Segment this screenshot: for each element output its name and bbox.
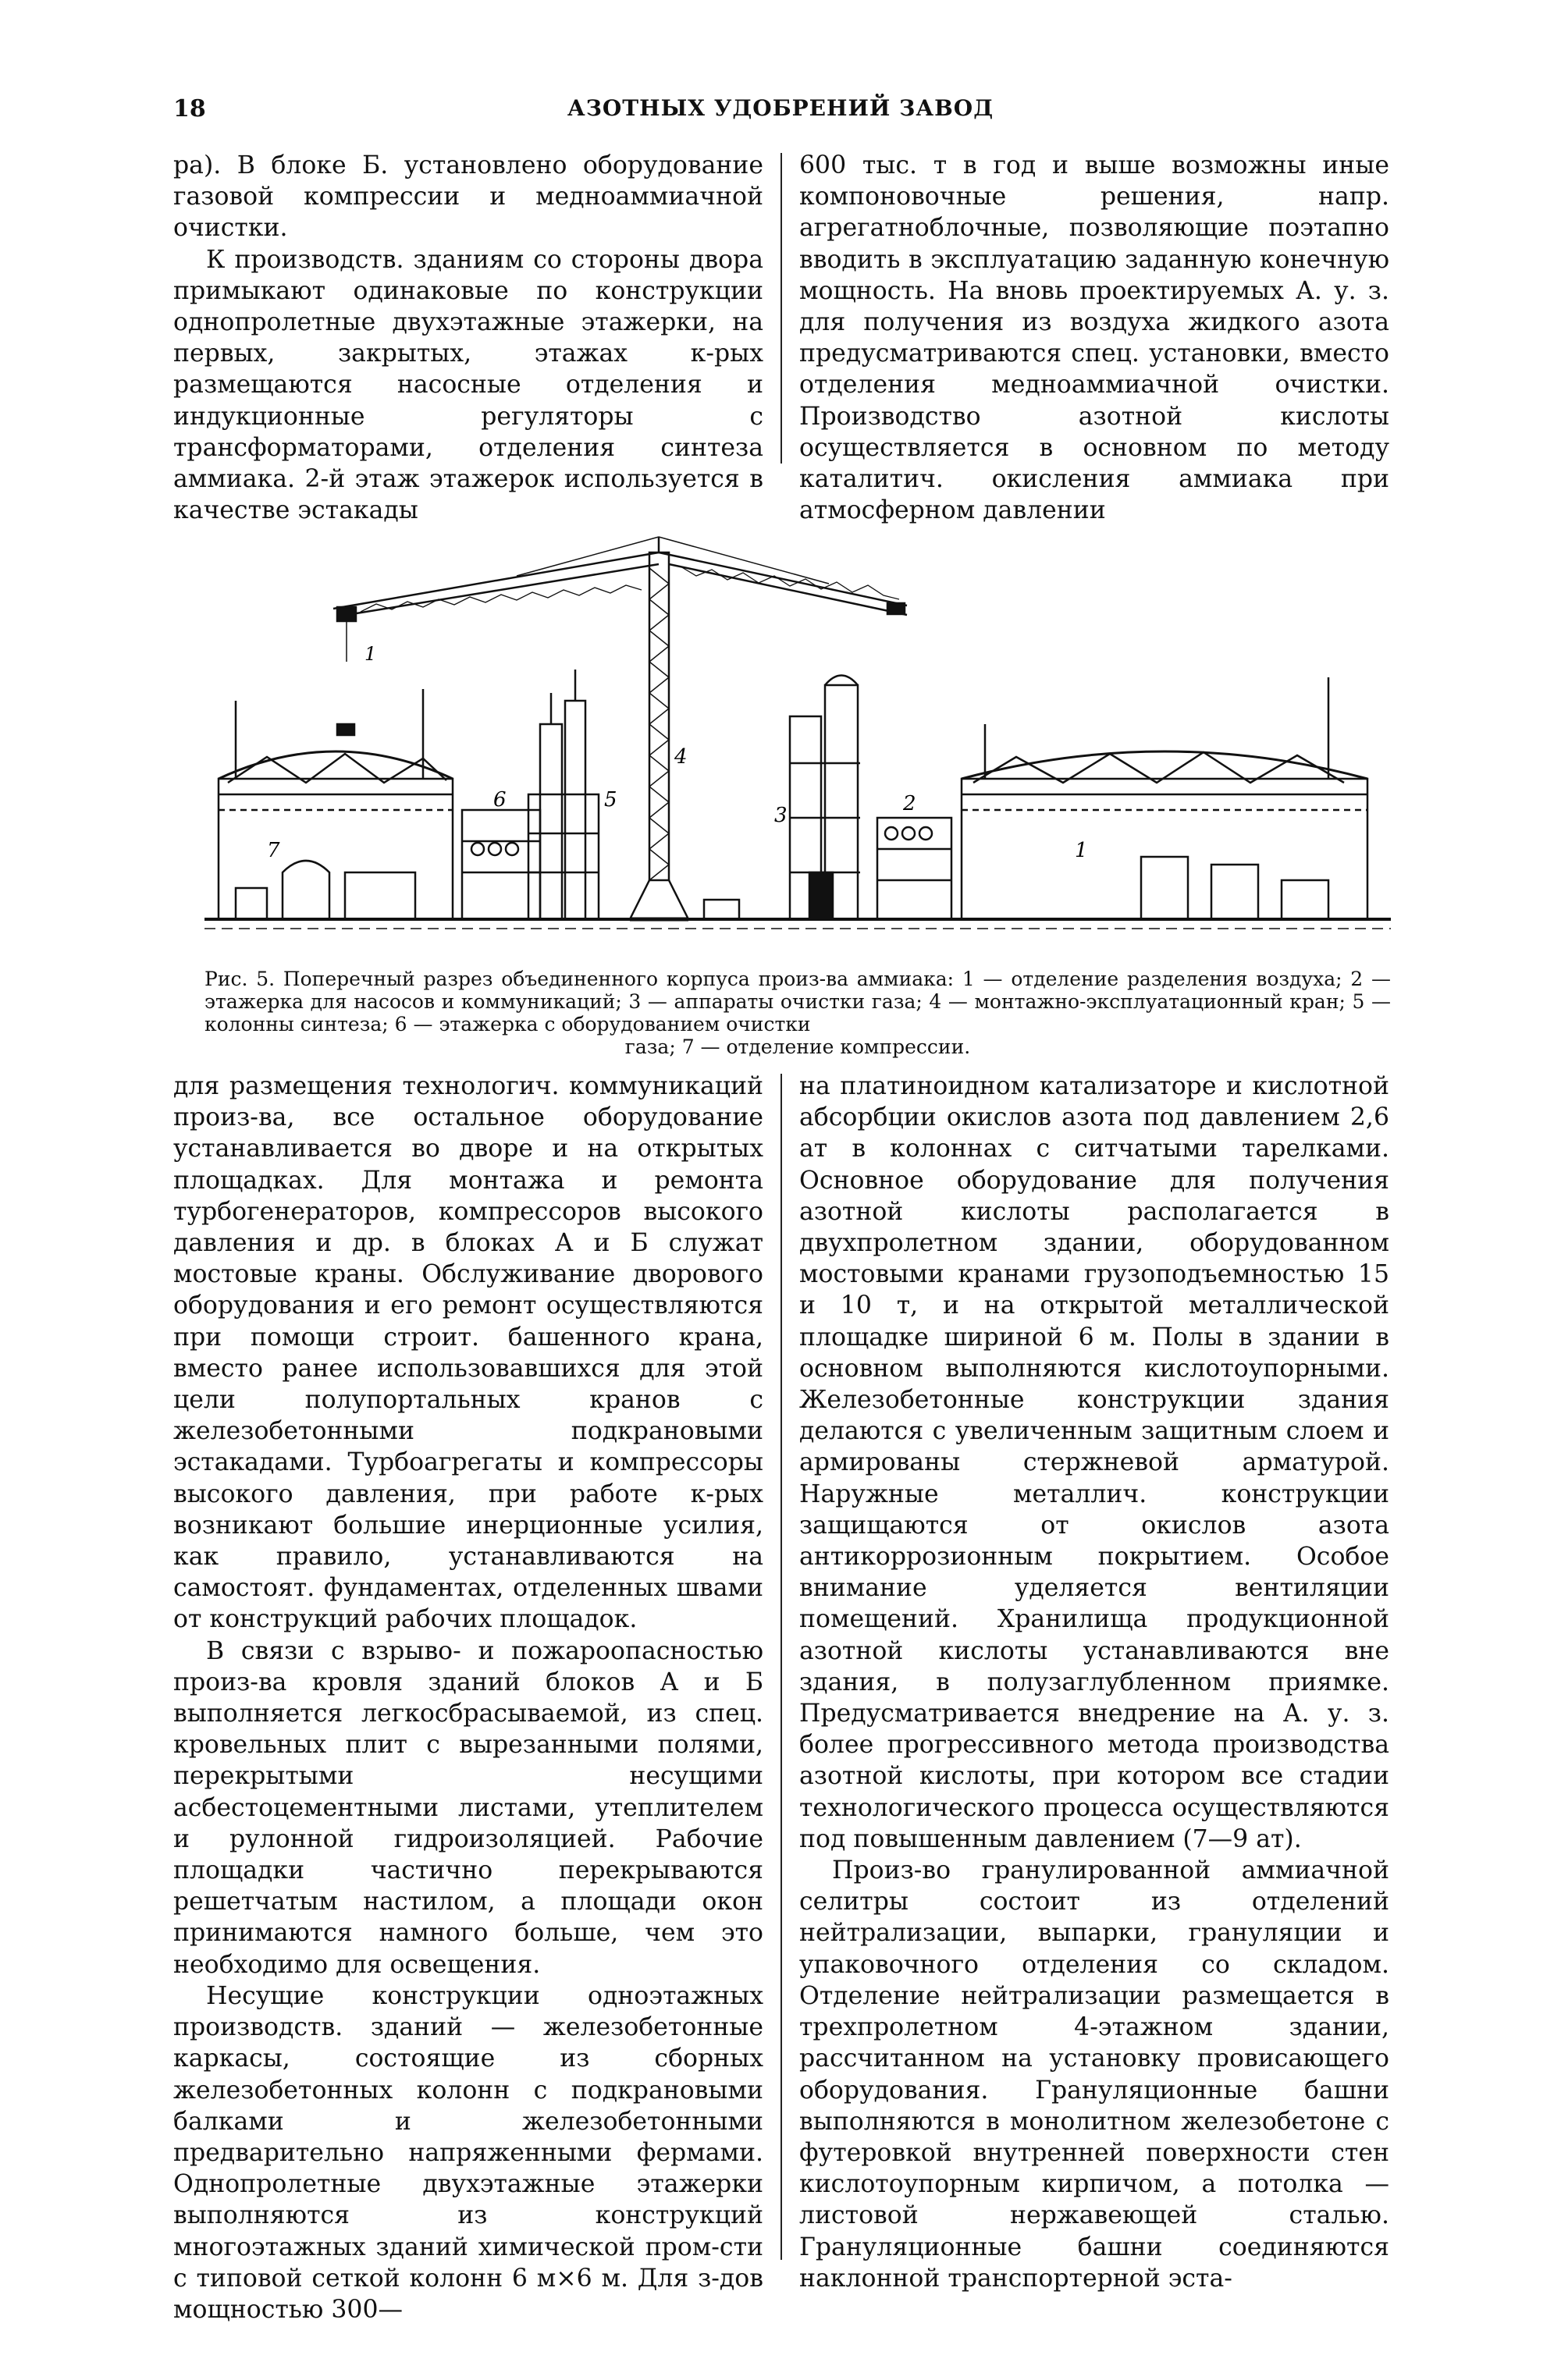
paragraph: В связи с взрыво- и пожароопасностью произ-ва кровля зданий блоков А и Б выполняется легкосбрасываемой, из спец. кровельных плит с вырезанными полями, перекрытыми несущими асбестоцементными листами, утеплителем и рулонной гидроизоляцией. Рабочие площадки частично перекрываются решетчатым настилом, а площади окон принимаются намного больше, чем это необходимо для освещения. [173,1636,763,1979]
bottom-right-column [799,1071,1389,2294]
label-4: 4 [674,745,688,769]
label-2: 2 [903,792,916,815]
column-rule-bottom [780,1074,782,2260]
paragraph: ра). В блоке Б. установлено оборудование газовой компрессии и медноаммиачной очистки. [173,151,763,243]
cross-section-drawing [204,467,1391,966]
running-title: АЗОТНЫХ УДОБРЕНИЙ ЗАВОД [567,95,994,121]
column-rule-top [780,153,782,464]
bottom-left-column [173,1071,763,2325]
label-7-hall: 7 [267,839,280,862]
figure-caption [204,968,1391,1058]
label-1-hall: 1 [1075,839,1088,862]
caption-line: Рис. 5. Поперечный разрез объединенного корпуса произ-ва аммиака: 1 — отделение разделения воздуха; 2 — этажерка для насосов и коммуникаций; 3 — аппараты очистки газа; 4 — монтажно-эксплуатационный кран; 5 — колонны синтеза; 6 — этажерка с оборудованием очистки [204,968,1391,1035]
label-1-top: 1 [364,643,377,665]
paragraph: на платиноидном катализаторе и кислотной абсорбции окислов азота под давлением 2,6 ат в колоннах с ситчатыми тарелками. Основное оборудование для получения азотной кислоты располагается в двухпролетном здании, оборудованном мостовыми кранами грузоподъемностью 15 и 10 т, и на открытой металлической площадке шириной 6 м. Полы в здании в основном выполняются кислотоупорными. Железобетонные конструкции здания делаются с увеличенным защитным слоем и армированы стержневой арматурой. Наружные металлич. конструкции защищаются от окислов азота антикоррозионным покрытием. Особое внимание уделяется вентиляции помещений. Хранилища продукционной азотной кислоты устанавливаются вне здания, в полузаглубленном приямке. Предусматривается внедрение на А. у. з. более прогрессивного метода производства азотной кислоты, при котором все стадии технологического процесса осуществляются под повышенным давлением (7—9 ат). [799,1072,1389,1853]
label-6: 6 [493,788,507,812]
paragraph: Несущие конструкции одноэтажных производств. зданий — железобетонные каркасы, состоящие из сборных железобетонных колонн с подкрановыми балками и железобетонными предварительно напряженными фермами. Однопролетные двухэтажные этажерки выполняются из конструкций многоэтажных зданий химической пром-сти с типовой сеткой колонн 6 м×6 м. Для з-дов мощностью 300— [173,1981,763,2324]
label-5: 5 [604,788,617,812]
figure-cross-section [204,467,1391,966]
paragraph: К производств. зданиям со стороны двора примыкают одинаковые по конструкции однопролетные двухэтажные этажерки, на первых, закрытых, этажах к-рых размещаются насосные отделения и индукционные регуляторы с трансформаторами, отделения синтеза аммиака. 2-й этаж этажерок используется в качестве эстакады [173,245,763,525]
paragraph: для размещения технологич. коммуникаций произ-ва, все остальное оборудование устанавливается во дворе и на открытых площадках. Для монтажа и ремонта турбогенераторов, компрессоров высокого давления и др. в блоках А и Б служат мостовые краны. Обслуживание дворового оборудования и его ремонт осуществляются при помощи строит. башенного крана, вместо ранее использовавшихся для этой цели полупортальных кранов с железобетонными подкрановыми эстакадами. Турбоагрегаты и компрессоры высокого давления, при работе к-рых возникают большие инерционные усилия, как правило, устанавливаются на самостоят. фундаментах, отделенных швами от конструкций рабочих площадок. [173,1072,763,1634]
label-7-extra: 7 [743,833,744,834]
page-number: 18 [173,95,206,123]
label-3: 3 [774,804,788,827]
caption-line: газа; 7 — отделение компрессии. [624,1035,971,1058]
paragraph: Произ-во гранулированной аммиачной селитры состоит из отделений нейтрализации, выпарки, грануляции и упаковочного отделения со складом. Отделение нейтрализации размещается в трехпролетном 4-этажном здании, рассчитанном на установку провисающего оборудования. Грануляционные башни выполняются в монолитном железобетоне с футеровкой внутренней поверхности стен кислотоупорным кирпичом, а потолка — листовой нержавеющей сталью. Грануляционные башни соединяются наклонной транспортерной эста- [799,1856,1389,2293]
paragraph: 600 тыс. т в год и выше возможны иные компоновочные решения, напр. агрегатноблочные, позволяющие поэтапно вводить в эксплуатацию заданную конечную мощность. На вновь проектируемых А. у. з. для получения из воздуха жидкого азота предусматриваются спец. установки, вместо отделения медноаммиачной очистки. Производство азотной кислоты осуществляется в основном по методу каталитич. окисления аммиака при атмосферном давлении [799,151,1389,525]
